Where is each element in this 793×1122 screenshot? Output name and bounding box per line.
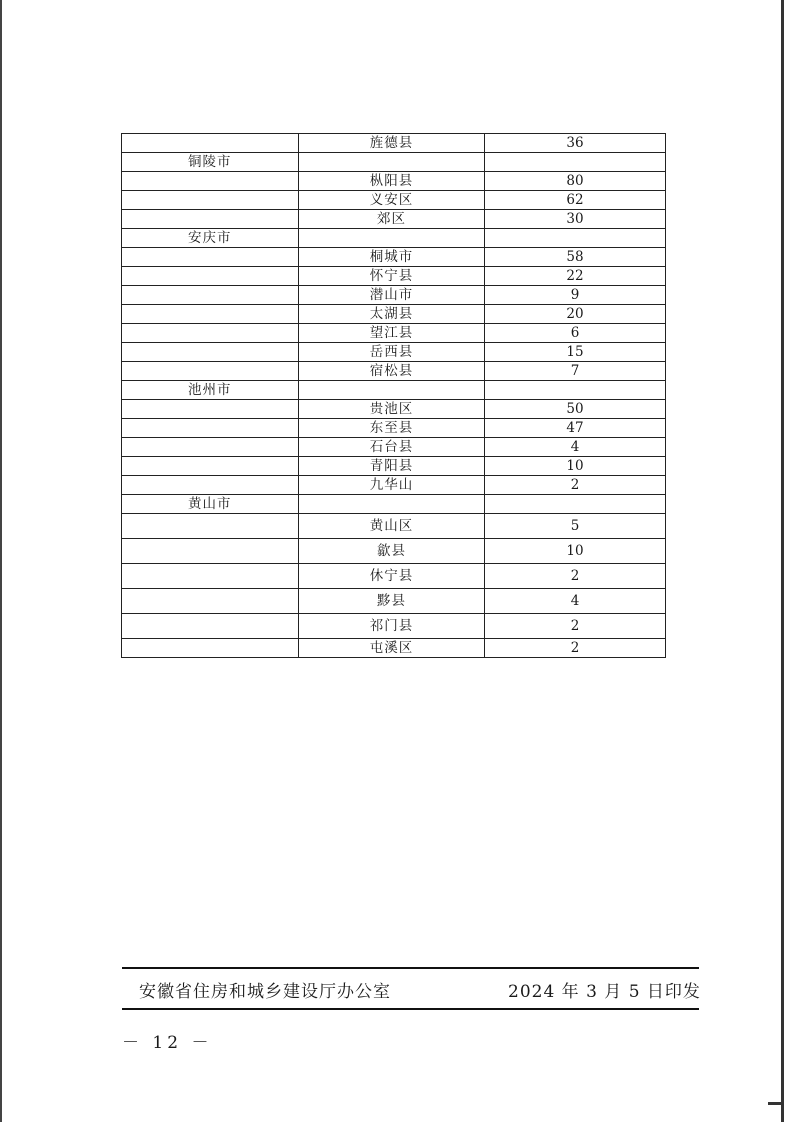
city-cell	[122, 476, 299, 495]
county-cell: 青阳县	[299, 457, 485, 476]
city-cell: 池州市	[122, 381, 299, 400]
county-cell: 枞阳县	[299, 172, 485, 191]
county-cell: 九华山	[299, 476, 485, 495]
county-cell: 休宁县	[299, 564, 485, 589]
city-cell	[122, 614, 299, 639]
count-cell: 4	[485, 438, 666, 457]
footer-issue-date: 2024 年 3 月 5 日印发	[508, 982, 701, 1002]
count-cell: 4	[485, 589, 666, 614]
city-cell	[122, 324, 299, 343]
city-cell	[122, 457, 299, 476]
table-row	[122, 210, 666, 229]
city-cell	[122, 134, 299, 153]
count-cell	[485, 229, 666, 248]
county-cell: 旌德县	[299, 134, 485, 153]
county-cell: 黟县	[299, 589, 485, 614]
table-row	[122, 495, 666, 514]
city-cell	[122, 419, 299, 438]
city-cell	[122, 191, 299, 210]
county-cell: 怀宁县	[299, 267, 485, 286]
county-cell: 黄山区	[299, 514, 485, 539]
city-cell	[122, 267, 299, 286]
page-right-edge-foot	[768, 1102, 784, 1105]
county-cell: 东至县	[299, 419, 485, 438]
county-cell: 贵池区	[299, 400, 485, 419]
city-cell	[122, 343, 299, 362]
table-row	[122, 305, 666, 324]
county-cell: 桐城市	[299, 248, 485, 267]
footer-issuer: 安徽省住房和城乡建设厅办公室	[139, 982, 391, 1002]
table-row	[122, 639, 666, 658]
county-cell: 郊区	[299, 210, 485, 229]
county-cell: 祁门县	[299, 614, 485, 639]
table-row	[122, 419, 666, 438]
count-cell: 7	[485, 362, 666, 381]
count-cell: 2	[485, 476, 666, 495]
city-cell	[122, 305, 299, 324]
table-row	[122, 564, 666, 589]
count-cell: 6	[485, 324, 666, 343]
count-cell: 22	[485, 267, 666, 286]
city-cell	[122, 362, 299, 381]
table-row	[122, 614, 666, 639]
county-cell: 太湖县	[299, 305, 485, 324]
county-cell	[299, 153, 485, 172]
count-cell: 30	[485, 210, 666, 229]
count-cell: 15	[485, 343, 666, 362]
count-cell: 58	[485, 248, 666, 267]
table-row	[122, 191, 666, 210]
county-cell: 义安区	[299, 191, 485, 210]
table-row	[122, 324, 666, 343]
table-row	[122, 514, 666, 539]
city-cell	[122, 539, 299, 564]
city-cell	[122, 400, 299, 419]
city-cell: 安庆市	[122, 229, 299, 248]
city-cell	[122, 248, 299, 267]
count-cell: 50	[485, 400, 666, 419]
county-cell: 石台县	[299, 438, 485, 457]
table-row	[122, 343, 666, 362]
count-cell: 47	[485, 419, 666, 438]
count-cell	[485, 381, 666, 400]
city-cell	[122, 286, 299, 305]
city-cell: 黄山市	[122, 495, 299, 514]
table-row	[122, 400, 666, 419]
count-cell: 2	[485, 564, 666, 589]
county-cell: 屯溪区	[299, 639, 485, 658]
county-cell: 宿松县	[299, 362, 485, 381]
count-cell: 5	[485, 514, 666, 539]
city-cell	[122, 639, 299, 658]
city-cell	[122, 172, 299, 191]
city-cell	[122, 564, 299, 589]
allocation-table	[121, 133, 666, 658]
count-cell	[485, 495, 666, 514]
city-cell	[122, 210, 299, 229]
footer-rule-top	[122, 967, 699, 969]
table-row	[122, 476, 666, 495]
table-row	[122, 362, 666, 381]
footer-rule-bottom	[122, 1008, 699, 1010]
table-row	[122, 134, 666, 153]
county-cell: 岳西县	[299, 343, 485, 362]
city-cell: 铜陵市	[122, 153, 299, 172]
county-cell	[299, 495, 485, 514]
count-cell	[485, 153, 666, 172]
county-cell	[299, 381, 485, 400]
city-cell	[122, 514, 299, 539]
page-right-edge	[781, 0, 784, 1122]
count-cell: 2	[485, 639, 666, 658]
count-cell: 10	[485, 457, 666, 476]
count-cell: 62	[485, 191, 666, 210]
table-row	[122, 539, 666, 564]
table-row	[122, 286, 666, 305]
count-cell: 2	[485, 614, 666, 639]
county-cell	[299, 229, 485, 248]
table-row	[122, 457, 666, 476]
city-cell	[122, 589, 299, 614]
count-cell: 80	[485, 172, 666, 191]
table-row	[122, 589, 666, 614]
table-row	[122, 438, 666, 457]
count-cell: 20	[485, 305, 666, 324]
table-row	[122, 172, 666, 191]
city-cell	[122, 438, 299, 457]
table-row	[122, 153, 666, 172]
county-cell: 望江县	[299, 324, 485, 343]
table-row	[122, 267, 666, 286]
table-row	[122, 248, 666, 267]
table-row	[122, 229, 666, 248]
page-left-edge	[0, 0, 2, 1122]
table-row	[122, 381, 666, 400]
county-cell: 潜山市	[299, 286, 485, 305]
count-cell: 36	[485, 134, 666, 153]
count-cell: 9	[485, 286, 666, 305]
county-cell: 歙县	[299, 539, 485, 564]
count-cell: 10	[485, 539, 666, 564]
page-number: － 12 －	[122, 1033, 213, 1053]
